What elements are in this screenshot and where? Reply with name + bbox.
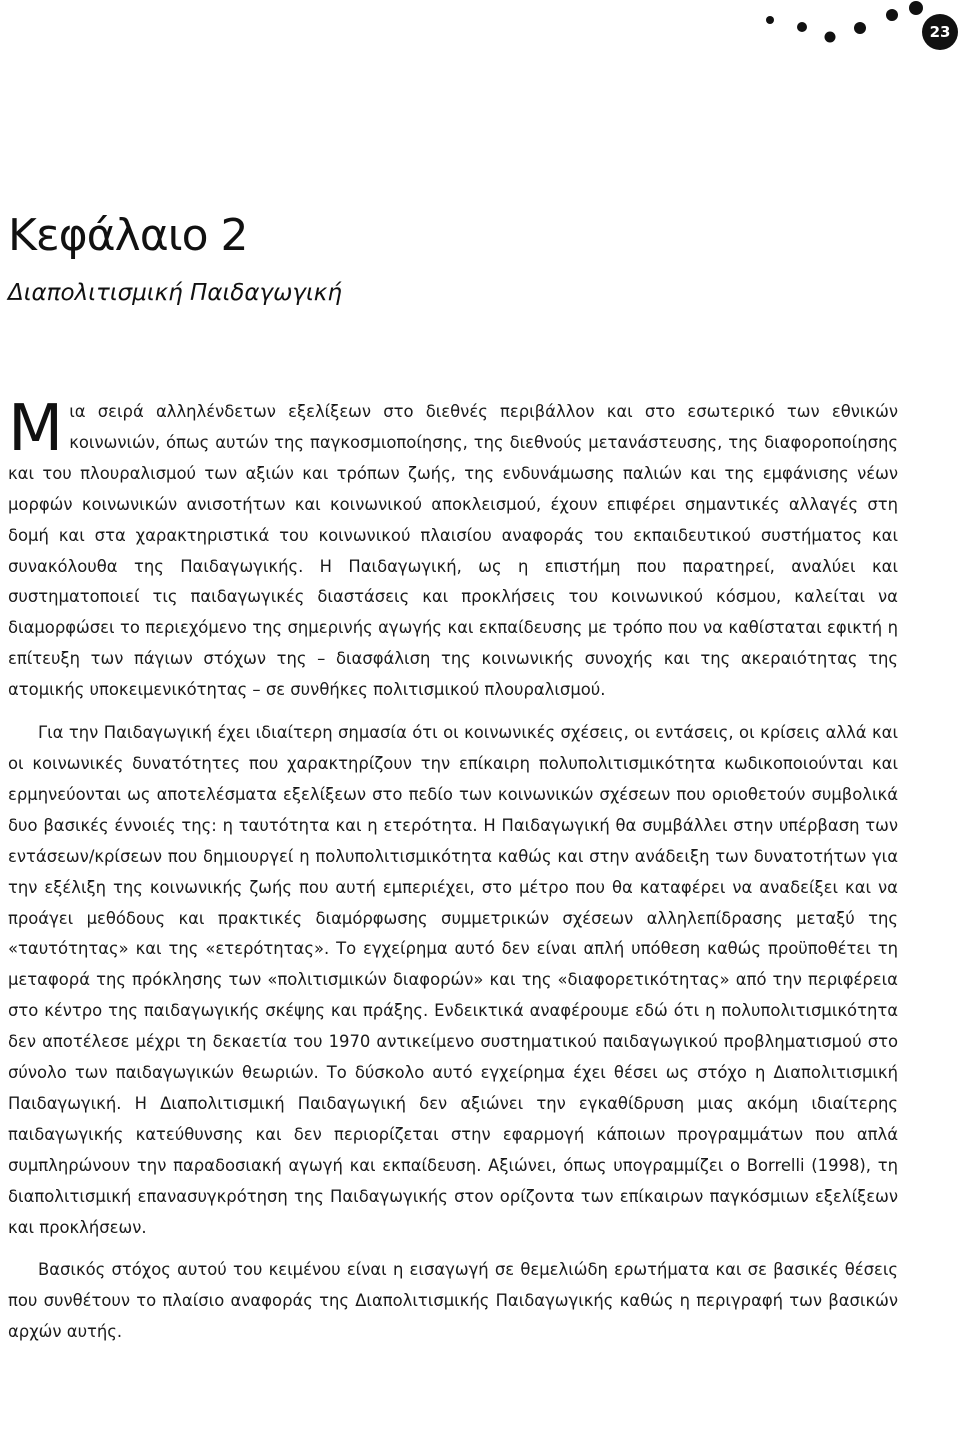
dot	[766, 16, 774, 24]
drop-cap: Μ	[8, 392, 64, 466]
dot	[909, 1, 923, 15]
dot	[886, 9, 898, 21]
dot	[854, 22, 866, 34]
paragraph-2: Για την Παιδαγωγική έχει ιδιαίτερη σημασία ότι οι κοινωνικές σχέσεις, οι εντάσεις, οι κρίσεις αλλά και οι κοινωνικές δυνατότητες που χαρακτηρίζουν την επίκαιρη πολυπολιτισμικότητα κωδικοποιούνται και ερμηνεύονται ως αποτελέσματα εξελίξεων στο πεδίο των κοινωνικών σχέσεων που οριοθετούν συμβολικά δυο βασικές έννοιές της: η ταυτότητα και η ετερότητα. Η Παιδαγωγική θα συμβάλλει στην υπέρβαση των εντάσεων/κρίσεων που δημιουργεί η πολυπολιτισμικότητα καθώς και στην ανάδειξη των δυνατοτήτων για την εξέλιξη της κοινωνικής ζωής που αυτή εμπεριέχει, στο μέτρο που θα καταφέρει να αναδείξει και να προάγει μεθόδους και πρακτικές διαμόρφωσης συμμετρικών σχέσεων αλληλεπίδρασης μεταξύ της «ταυτότητας» και της «ετερότητας». Το εγχείρημα αυτό δεν είναι απλή υπόθεση καθώς προϋποθέτει τη μεταφορά της πρόκλησης των «πολιτισμικών διαφορών» και της «διαφορετικότητας» από την περιφέρεια στο κέντρο της παιδαγωγικής σκέψης και πράξης. Ενδεικτικά αναφέρουμε εδώ ότι η πολυπολιτισμικότητα δεν αποτέλεσε μέχρι τη δεκαετία του 1970 αντικείμενο συστηματικού παιδαγωγικού προβληματισμού στο σύνολο των παιδαγωγικών θεωριών. Το δύσκολο αυτό εγχείρημα έχει θέσει ως στόχο η Διαπολιτισμική Παιδαγωγική. Η Διαπολιτισμική Παιδαγωγική δεν αξιώνει την εγκαθίδρυση μιας ακόμη ιδιαίτερης παιδαγωγικής κατεύθυνσης και δεν περιορίζεται στην εφαρμογή κάποιων προγραμμάτων που απλά συμπληρώνουν την παραδοσιακή αγωγή και εκπαίδευση. Αξιώνει, όπως υπογραμμίζει ο Borrelli (1998), τη διαπολιτισμική επανασυγκρότηση της Παιδαγωγικής στον ορίζοντα των επίκαιρων παγκόσμιων εξελίξεων και προκλήσεων.	[8, 723, 898, 1237]
dot	[797, 22, 807, 32]
chapter-title: Κεφάλαιο 2	[8, 210, 248, 261]
decorative-dots	[0, 0, 960, 70]
paragraph-1	[8, 392, 898, 706]
page-number-badge: 23	[922, 14, 958, 50]
dot	[825, 32, 836, 43]
paragraph-1-text: ια σειρά αλληλένδετων εξελίξεων στο διεθνές περιβάλλον και στο εσωτερικό των εθνικών κοινωνιών, όπως αυτών της παγκοσμιοποίησης, της διεθνούς μετανάστευσης, της διαφοροποίησης και του πλουραλισμού των αξιών και τρόπων ζωής, της ενδυνάμωσης παλιών και της εμφάνισης νέων μορφών κοινωνικών ανισοτήτων και κοινωνικού αποκλεισμού, έχουν επιφέρει σημαντικές αλλαγές στη δομή και στα χαρακτηριστικά του κοινωνικού πλαισίου αναφοράς του εκπαιδευτικού συστήματος και συνακόλουθα της Παιδαγωγικής. Η Παιδαγωγική, ως η επιστήμη που παρατηρεί, αναλύει και συστηματοποιεί τις παιδαγωγικές διαστάσεις και προκλήσεις του κοινωνικού κόσμου, καλείται να διαμορφώσει το περιεχόμενο της σημερινής αγωγής και εκπαίδευσης με τρόπο που να καθίσταται εφικτή η επίτευξη των πάγιων στόχων της – διασφάλιση της κοινωνικής συνοχής και της ακεραιότητας της ατομικής υποκειμενικότητας – σε συνθήκες πολιτισμικού πλουραλισμού.	[8, 402, 898, 700]
chapter-subtitle: Διαπολιτισμική Παιδαγωγική	[8, 280, 342, 306]
body-text	[8, 392, 898, 1348]
paragraph-3: Βασικός στόχος αυτού του κειμένου είναι η εισαγωγή σε θεμελιώδη ερωτήματα και σε βασικές θέσεις που συνθέτουν το πλαίσιο αναφοράς της Διαπολιτισμικής Παιδαγωγικής καθώς η περιγραφή των βασικών αρχών αυτής.	[8, 1260, 898, 1342]
